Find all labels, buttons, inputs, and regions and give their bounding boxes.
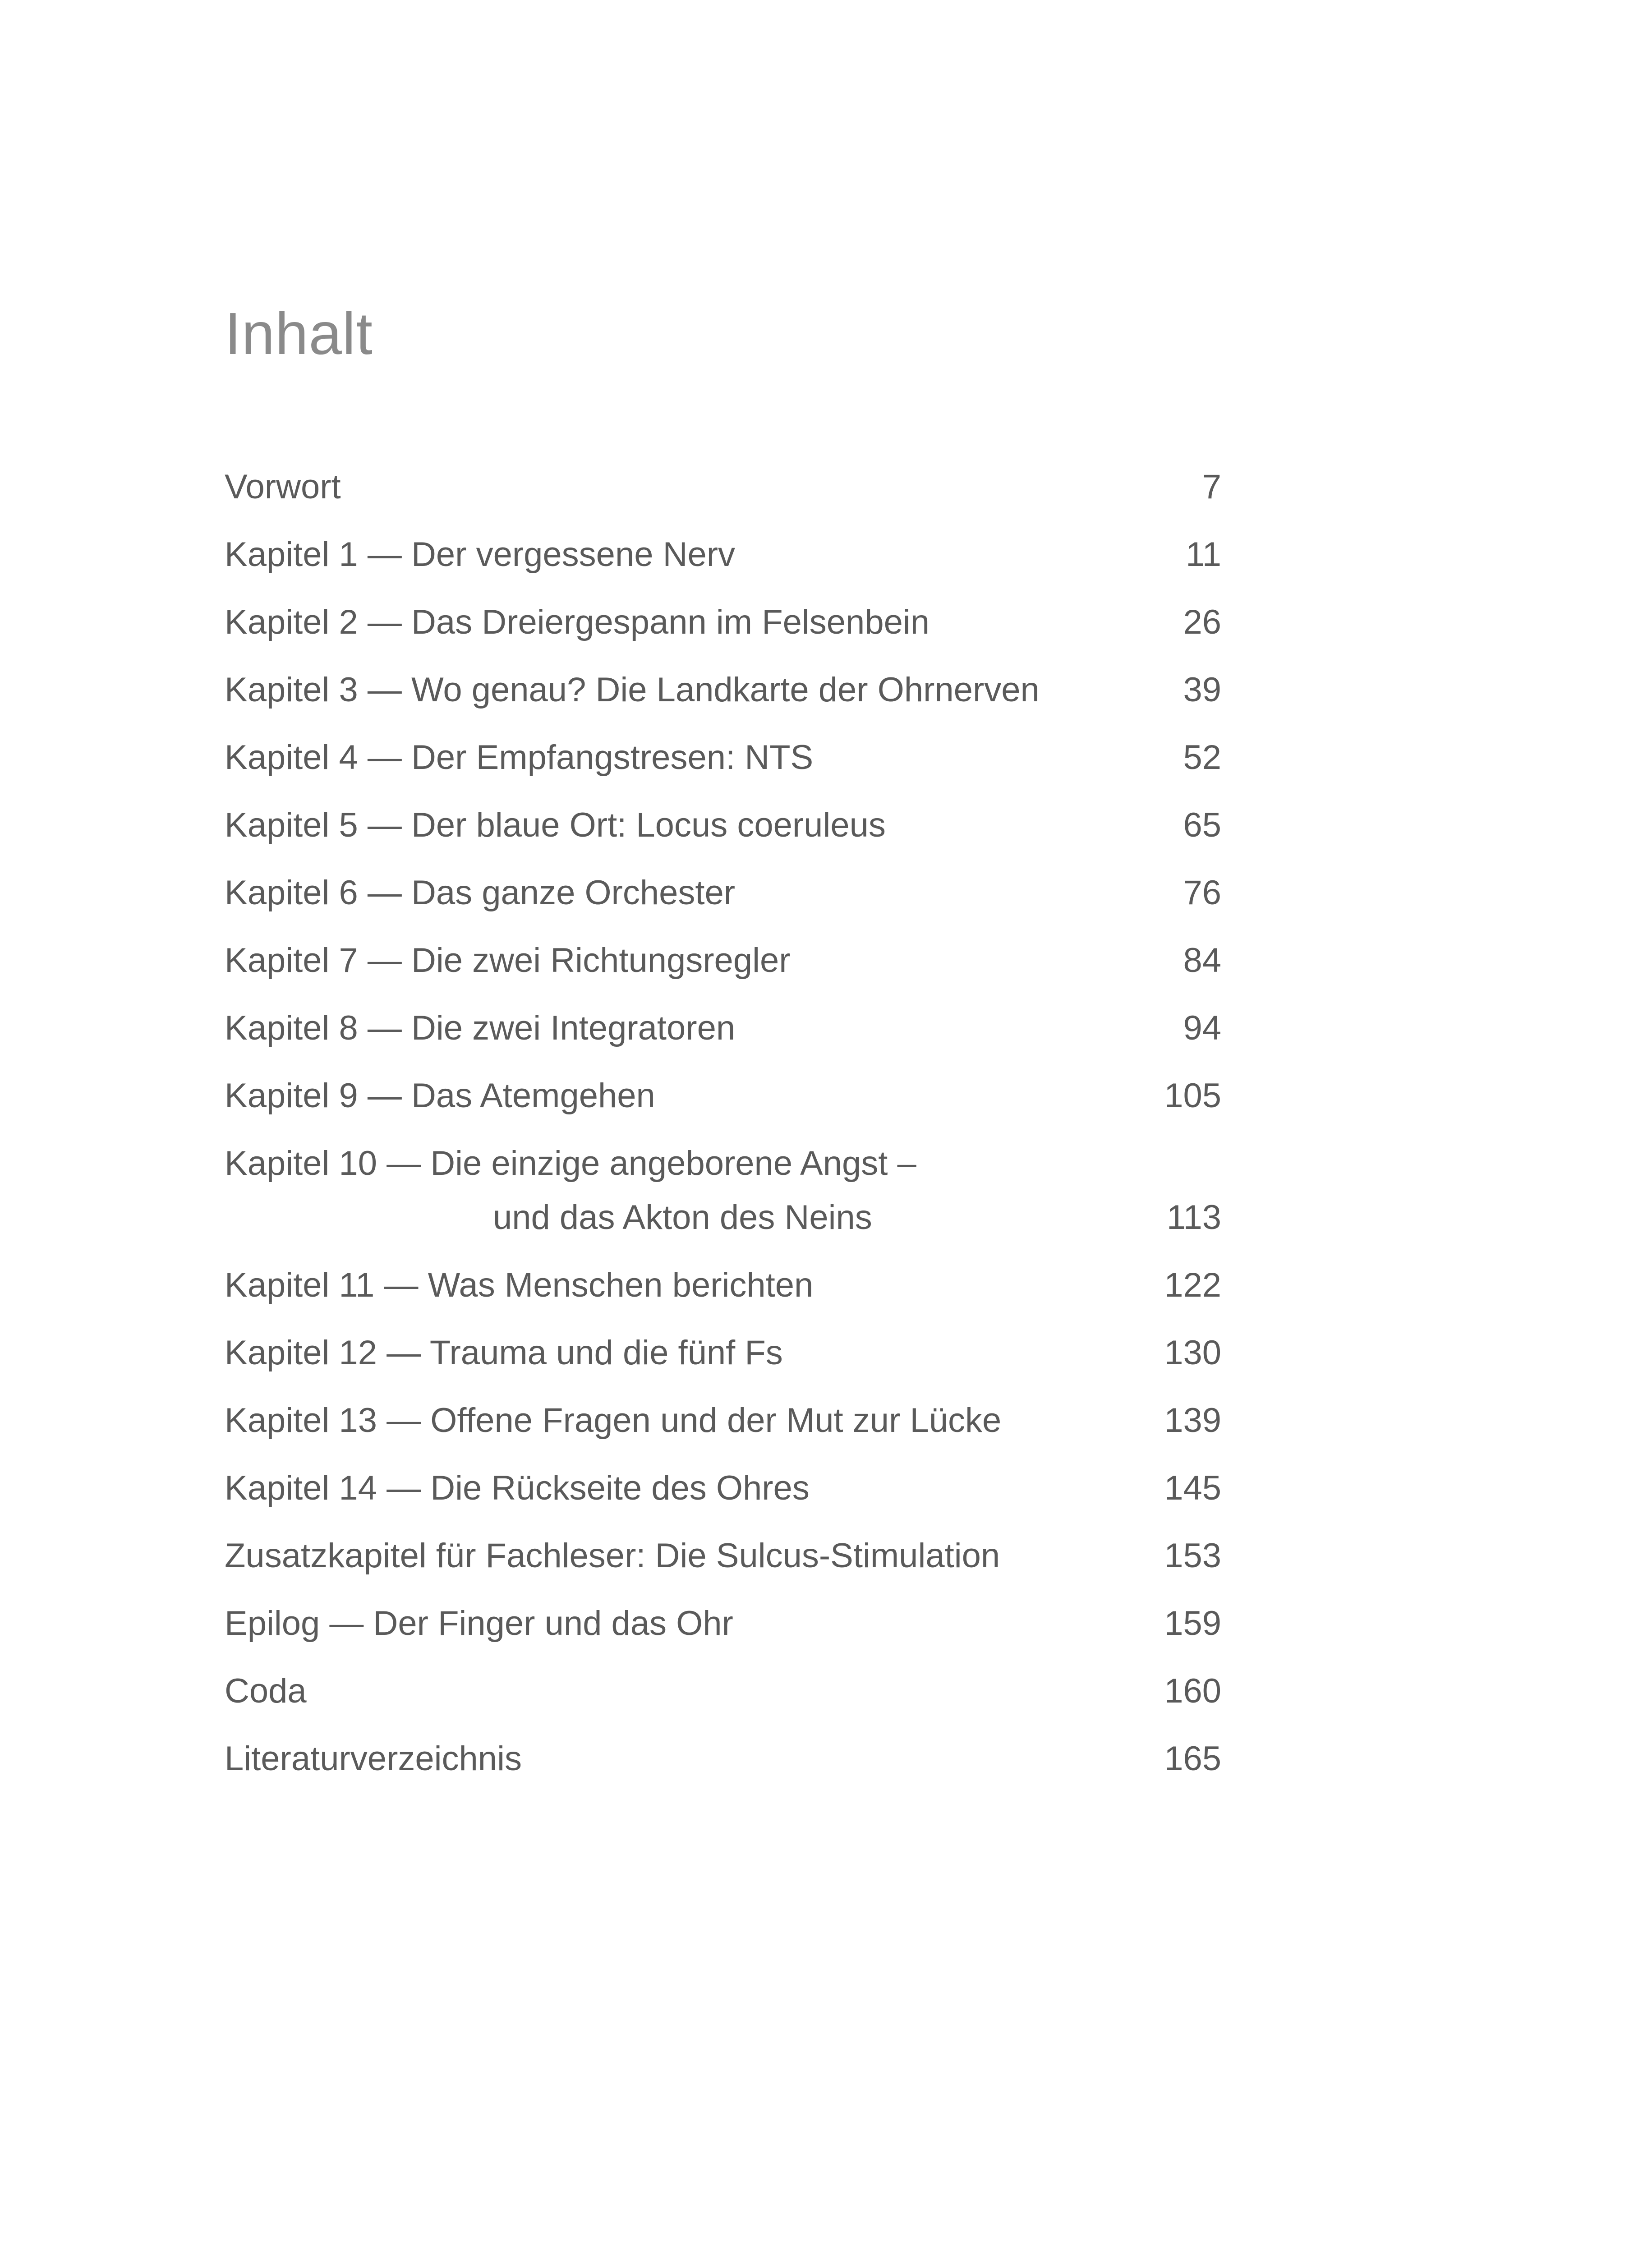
toc-entry[interactable]: [225, 920, 1221, 988]
toc-entry-label: Kapitel 3 — Wo genau? Die Landkarte der Ohrnerven: [225, 671, 1040, 709]
toc-entry-page: 65: [1183, 806, 1221, 844]
toc-entry[interactable]: [225, 649, 1221, 717]
toc-list: [225, 446, 1221, 1786]
toc-entry[interactable]: [225, 1245, 1221, 1312]
toc-entry-page: 52: [1183, 738, 1221, 777]
toc-entry-label: Literaturverzeichnis: [225, 1740, 522, 1778]
toc-entry-label: Kapitel 6 — Das ganze Orchester: [225, 874, 736, 912]
toc-entry-label-continuation: und das Akton des Neins: [493, 1198, 872, 1237]
toc-entry-label: Kapitel 13 — Offene Fragen und der Mut zur Lücke: [225, 1401, 1002, 1440]
toc-entry[interactable]: [225, 717, 1221, 785]
toc-entry-label: Kapitel 9 — Das Atemgehen: [225, 1077, 655, 1115]
toc-entry-label: Zusatzkapitel für Fachleser: Die Sulcus-Stimulation: [225, 1537, 1000, 1575]
toc-entry-page: 165: [1164, 1740, 1221, 1778]
toc-entry[interactable]: [225, 514, 1221, 582]
toc-entry-page: 113: [1166, 1198, 1221, 1237]
toc-entry-page: 105: [1164, 1077, 1221, 1115]
toc-entry-label: Coda: [225, 1672, 307, 1710]
toc-entry[interactable]: [225, 582, 1221, 649]
toc-entry-page: 122: [1164, 1266, 1221, 1304]
toc-entry-page: 160: [1164, 1672, 1221, 1710]
toc-entry-page: 84: [1183, 941, 1221, 980]
toc-entry[interactable]: [225, 1055, 1221, 1123]
toc-entry-page: 139: [1164, 1401, 1221, 1440]
toc-entry-label: Kapitel 12 — Trauma und die fünf Fs: [225, 1334, 783, 1372]
toc-entry-label: Kapitel 1 — Der vergessene Nerv: [225, 535, 736, 574]
toc-entry-page: 159: [1164, 1604, 1221, 1643]
toc-entry-page: 39: [1183, 671, 1221, 709]
toc-entry-label: Kapitel 5 — Der blaue Ort: Locus coeruleus: [225, 806, 886, 844]
toc-entry-page: 7: [1202, 468, 1221, 506]
toc-entry[interactable]: [225, 988, 1221, 1055]
toc-entry-page: 94: [1183, 1009, 1221, 1047]
toc-entry[interactable]: [225, 446, 1221, 514]
toc-entry-label: Epilog — Der Finger und das Ohr: [225, 1604, 733, 1643]
toc-entry-page: 153: [1164, 1537, 1221, 1575]
toc-entry-page: 76: [1183, 874, 1221, 912]
toc-entry-label: Kapitel 4 — Der Empfangstresen: NTS: [225, 738, 814, 777]
toc-entry[interactable]: [225, 1583, 1221, 1651]
toc-entry[interactable]: [225, 1515, 1221, 1583]
toc-entry-label: Kapitel 7 — Die zwei Richtungsregler: [225, 941, 791, 980]
toc-entry[interactable]: [225, 1380, 1221, 1448]
toc-entry-page: 130: [1164, 1334, 1221, 1372]
page-title: Inhalt: [225, 300, 373, 367]
toc-entry-label: Kapitel 8 — Die zwei Integratoren: [225, 1009, 736, 1047]
toc-entry[interactable]: [225, 785, 1221, 852]
toc-entry[interactable]: [225, 1448, 1221, 1515]
toc-entry-label: Kapitel 11 — Was Menschen berichten: [225, 1266, 814, 1304]
toc-entry-label: Kapitel 2 — Das Dreiergespann im Felsenbein: [225, 603, 930, 641]
toc-entry-page: 145: [1164, 1469, 1221, 1507]
toc-entry-page: 11: [1186, 535, 1221, 574]
toc-entry[interactable]: [225, 1312, 1221, 1380]
toc-entry-page: 26: [1183, 603, 1221, 641]
toc-entry[interactable]: [225, 1123, 1221, 1245]
toc-entry[interactable]: [225, 1651, 1221, 1718]
toc-entry-label: Kapitel 10 — Die einzige angeborene Angst –: [225, 1144, 916, 1183]
toc-entry[interactable]: [225, 852, 1221, 920]
toc-entry[interactable]: [225, 1718, 1221, 1786]
toc-entry-label: Vorwort: [225, 468, 341, 506]
toc-entry-label: Kapitel 14 — Die Rückseite des Ohres: [225, 1469, 810, 1507]
